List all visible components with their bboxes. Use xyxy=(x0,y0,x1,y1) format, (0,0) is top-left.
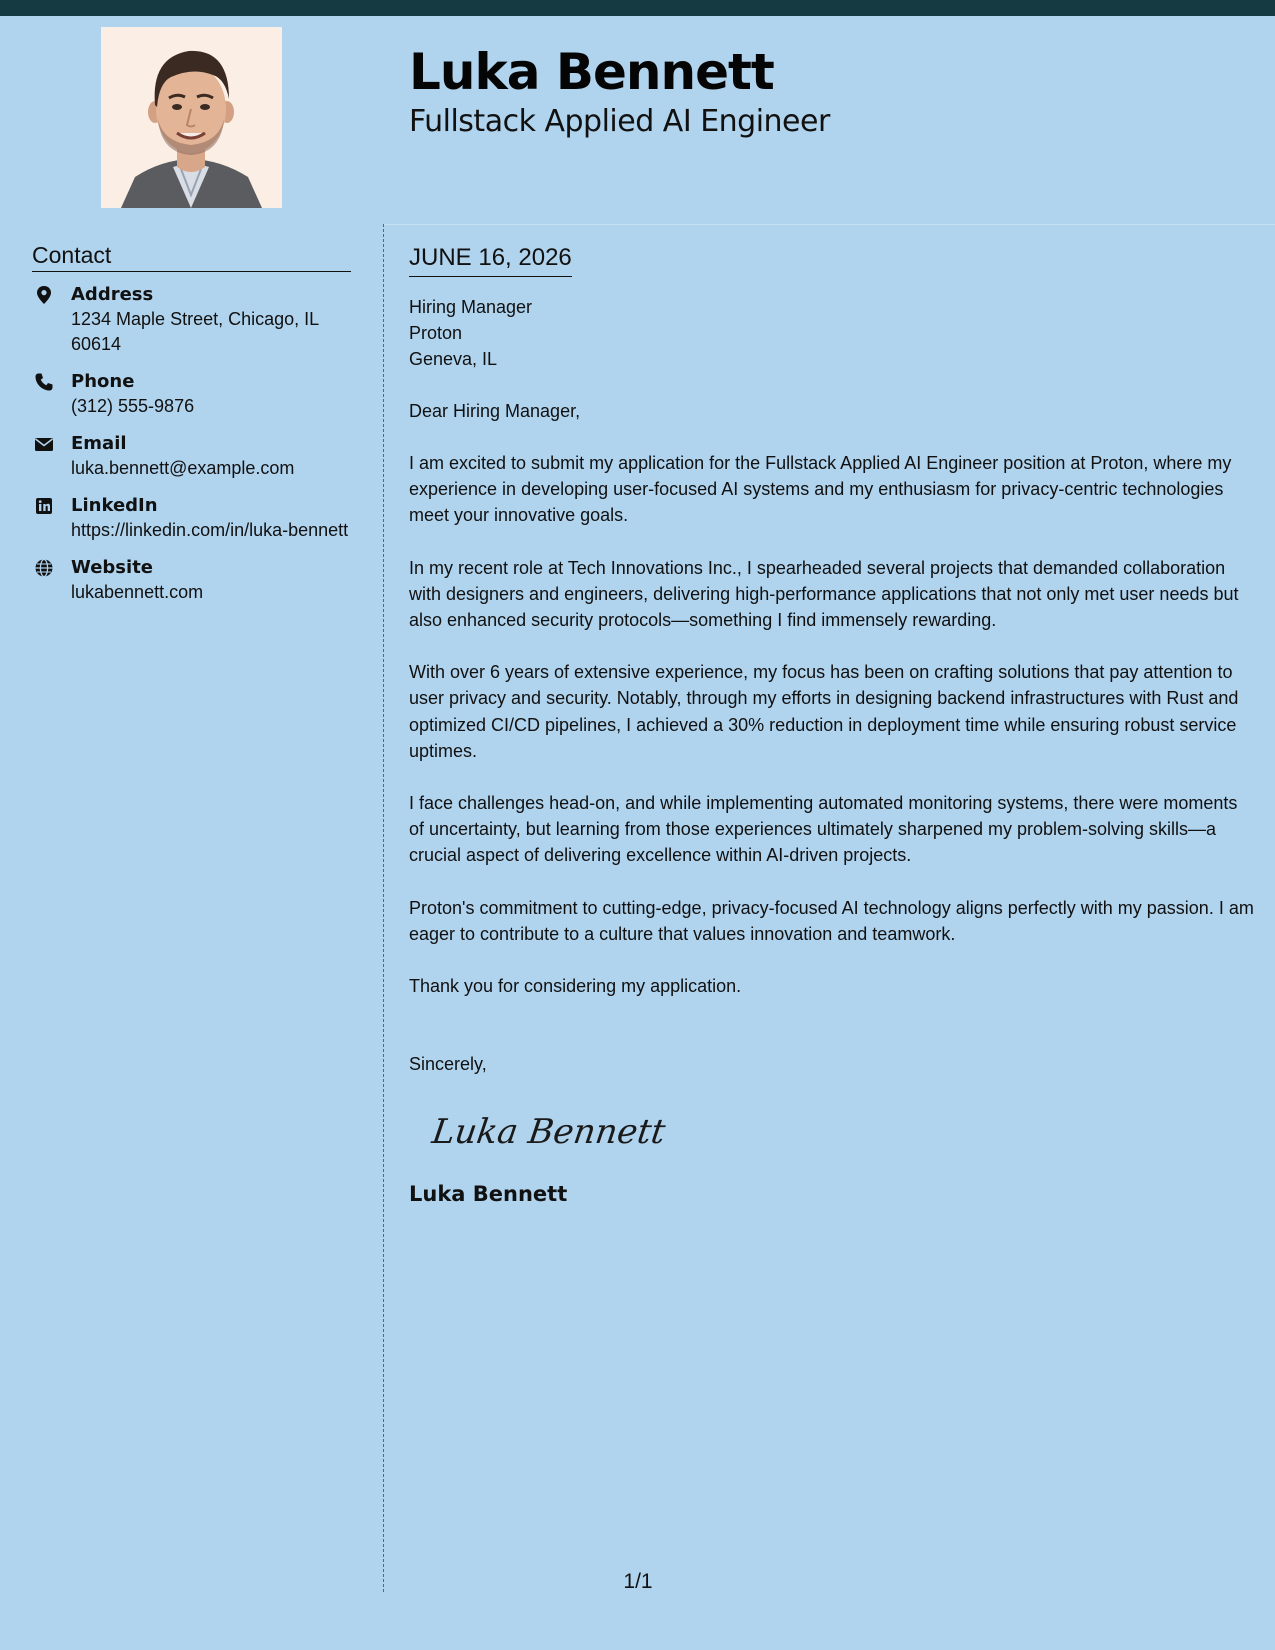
contact-label: Email xyxy=(71,433,127,454)
letter-paragraph: Thank you for considering my application. xyxy=(409,976,742,997)
handwritten-signature xyxy=(429,1107,668,1155)
email-link[interactable]: luka.bennett@example.com xyxy=(71,458,295,478)
letter-paragraph: I am excited to submit my application for the Fullstack Applied AI Engineer position at Proton, where my experience in developing user-focused AI systems and my enthusiasm for privacy-centric technologies meet your innovative goals. xyxy=(409,453,1232,526)
closing: Sincerely, xyxy=(409,1054,487,1075)
signature-text: Luka Bennett xyxy=(429,1112,668,1153)
top-accent-bar xyxy=(0,0,1275,16)
map-pin-icon xyxy=(34,285,54,305)
contact-item-linkedin xyxy=(32,493,352,543)
envelope-icon xyxy=(34,434,54,454)
letter-paragraph: In my recent role at Tech Innovations Inc., I spearheaded several projects that demanded collaboration with designers and engineers, delivering high-performance applications that not only met user needs but also enhanced security protocols—something I find immensely rewarding. xyxy=(409,557,1239,631)
contact-item-website xyxy=(32,555,352,605)
contact-label: Phone xyxy=(71,371,135,392)
avatar xyxy=(101,27,282,208)
salutation: Dear Hiring Manager, xyxy=(409,401,581,421)
contact-heading: Contact xyxy=(32,240,351,272)
contact-label: Address xyxy=(71,284,154,305)
signed-name: Luka Bennett xyxy=(409,1182,568,1207)
contact-sidebar xyxy=(32,240,352,617)
globe-icon xyxy=(34,558,54,578)
recipient-line: Geneva, IL xyxy=(409,349,498,369)
letter-paragraph: I face challenges head-on, and while implementing automated monitoring systems, there were moments of uncertainty, but learning from those experiences ultimately sharpened my problem-solving skills—a crucial aspect of delivering excellence within AI-driven projects. xyxy=(409,793,1238,866)
contact-value: (312) 555-9876 xyxy=(71,396,195,416)
column-divider xyxy=(383,224,384,1592)
recipient-line: Hiring Manager xyxy=(409,297,533,317)
contact-item-address xyxy=(32,282,352,357)
letter-paragraph: With over 6 years of extensive experience, my focus has been on crafting solutions that pay attention to user privacy and security. Notably, through my efforts in designing backend infrastructures with Rust and optimized CI/CD pipelines, I achieved a 30% reduction in deployment time while ensuring robust service uptimes. xyxy=(409,662,1239,761)
recipient-line: Proton xyxy=(409,323,463,343)
job-title: Fullstack Applied AI Engineer xyxy=(409,104,830,139)
applicant-name: Luka Bennett xyxy=(409,43,774,101)
linkedin-icon xyxy=(34,496,54,516)
letter-body xyxy=(409,242,1254,1208)
contact-label: Website xyxy=(71,557,154,578)
contact-item-email xyxy=(32,431,352,481)
letter-date: JUNE 16, 2026 xyxy=(409,242,572,277)
page-number: 1/1 xyxy=(623,1570,653,1593)
letter-paragraph: Proton's commitment to cutting-edge, privacy-focused AI technology aligns perfectly with my passion. I am eager to contribute to a culture that values innovation and teamwork. xyxy=(409,897,1254,944)
header-divider xyxy=(383,224,1275,225)
contact-list xyxy=(32,282,352,605)
website-link[interactable]: lukabennett.com xyxy=(71,582,204,602)
contact-item-phone xyxy=(32,369,352,419)
recipient-block xyxy=(409,294,1254,372)
phone-icon xyxy=(34,372,54,392)
contact-label: LinkedIn xyxy=(71,495,158,516)
contact-value: 1234 Maple Street, Chicago, IL 60614 xyxy=(71,309,319,354)
linkedin-link[interactable]: https://linkedin.com/in/luka-bennett xyxy=(71,520,349,540)
